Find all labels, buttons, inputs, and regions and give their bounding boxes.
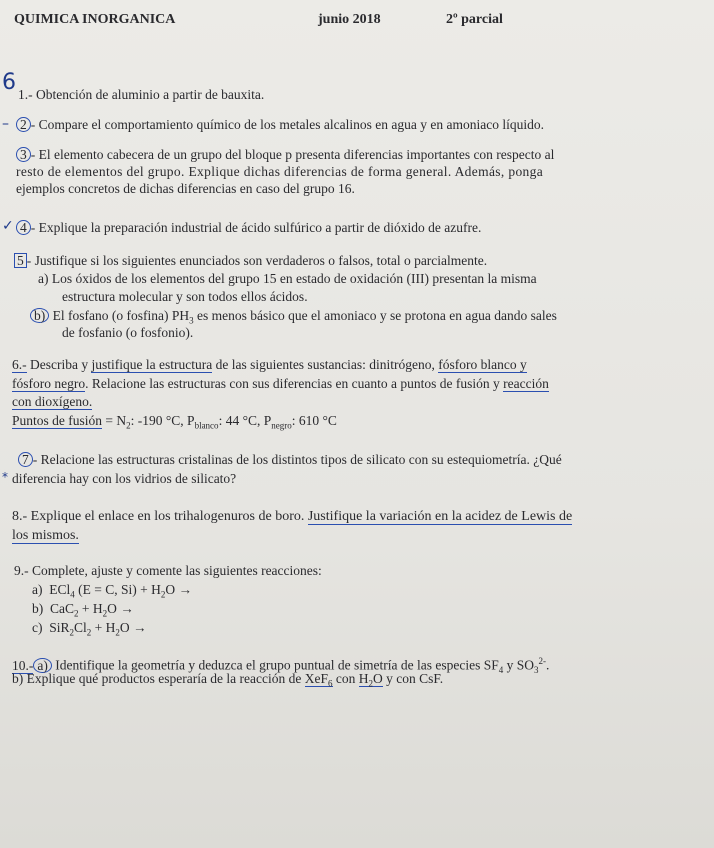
question-5b-text-a: El fosfano (o fosfina) PH	[52, 308, 190, 323]
q9a-pre: ECl	[49, 582, 71, 597]
q9c-mid1: Cl	[74, 620, 87, 635]
question-10-line-2	[12, 671, 443, 692]
question-8-line-2	[12, 528, 79, 544]
question-5-text: - Justifique si los siguientes enunciados son verdaderos o falsos, total o parcialmente.	[26, 253, 488, 268]
q10-h2o-o: O	[373, 671, 383, 686]
mp-n2-label: = N	[102, 413, 127, 428]
q9c-post: O →	[119, 620, 147, 635]
question-5b-text-b: es menos básico que el amoniaco y se protona en agua dando sales	[193, 308, 557, 323]
q9b-post: O →	[107, 601, 134, 616]
q10-sf4-sub: 4	[498, 665, 504, 676]
question-8-underlined: Justifique la variación en la acidez de Lewis de	[307, 509, 573, 524]
q10-h2o-sub: 2	[368, 678, 373, 689]
question-3-line-2: resto de elementos del grupo. Explique dichas diferencias de forma general. Además, ponga	[16, 164, 544, 179]
q9b-label: b)	[32, 601, 44, 616]
question-6-underlined-d: reacción	[503, 376, 549, 391]
q9b-sub2: 2	[102, 608, 108, 619]
mp-n2-sub: 2	[126, 420, 131, 431]
question-4-number: 4	[16, 220, 31, 235]
question-1: 1.- Obtención de aluminio a partir de bauxita.	[18, 87, 265, 102]
q9c-pre: SiR	[49, 620, 70, 635]
q9c-mid2: + H	[91, 620, 116, 635]
question-6-underlined-f: Puntos de fusión	[12, 413, 103, 428]
pen-check-mark: ✓	[2, 218, 14, 234]
question-7-line-1	[18, 452, 562, 468]
question-5a-line-2: estructura molecular y son todos ellos ácidos.	[62, 289, 308, 304]
q9a-sub2: 2	[160, 589, 166, 600]
question-5-number: 5	[14, 253, 27, 268]
question-8-text-a: 8.- Explique el enlace en los trihalogenuros de boro.	[12, 509, 308, 524]
q10-so3-sub: 3	[534, 665, 539, 676]
q9c-sub1: 2	[69, 627, 75, 638]
question-8-line-1	[12, 509, 572, 525]
q10-period: .	[546, 657, 550, 673]
q10-and-so3: y SO	[503, 657, 534, 673]
question-2	[16, 117, 544, 133]
exam-date: junio 2018	[318, 12, 381, 27]
question-9-title: 9.- Complete, ajuste y comente las siguientes reacciones:	[14, 563, 322, 578]
mp-black-sub: negro	[271, 420, 292, 431]
q9b-mid: + H	[78, 601, 103, 616]
q10-xef6: XeF	[304, 671, 328, 686]
q10-h2o-h: H	[358, 671, 369, 686]
question-5b-label: b)	[30, 308, 49, 323]
q10-con: con	[332, 671, 359, 686]
question-10b-text: b) Explique qué productos esperaría de la reacción de	[12, 671, 305, 686]
question-6-line-2	[12, 376, 549, 392]
q9a-sub1: 4	[70, 589, 75, 600]
mp-white-sub: blanco	[194, 420, 219, 431]
q9a-label: a)	[32, 582, 43, 597]
question-6-text-a: Describa y	[26, 357, 92, 372]
question-9c	[32, 620, 147, 641]
q9a-mid: (E = C, Si) + H	[74, 582, 161, 597]
question-3-line-3: ejemplos concretos de dichas diferencias en caso del grupo 16.	[16, 181, 355, 196]
question-10a-label: a)	[33, 658, 52, 673]
q9c-label: c)	[32, 620, 43, 635]
course-title: QUIMICA INORGANICA	[14, 12, 176, 27]
question-3-number: 3	[16, 147, 31, 162]
question-10a-text: Identifique la geometría y deduzca el grupo puntual de simetría de las especies SF	[51, 657, 499, 673]
mp-black-value: : 610 °C	[291, 413, 337, 428]
question-2-text: - Compare el comportamiento químico de los metales alcalinos en agua y en amoniaco líquido.	[30, 117, 544, 132]
question-5b-sub: 3	[189, 315, 194, 326]
question-7-number: 7	[18, 452, 33, 467]
question-6-underlined-e: con dioxígeno.	[12, 394, 93, 409]
question-8-underlined-b: los mismos.	[12, 528, 79, 543]
q9b-sub1: 2	[74, 608, 79, 619]
question-7-text: - Relacione las estructuras cristalinas de los distintos tipos de silicato con su estequiometría. ¿Qué	[32, 452, 562, 467]
question-6-line-3	[12, 394, 92, 410]
question-5b-line-2: de fosfanio (o fosfonio).	[62, 325, 194, 340]
question-6-underlined-c: fósforo negro	[12, 376, 86, 391]
question-10-number: 10.-	[12, 657, 34, 673]
q9c-sub3: 2	[115, 627, 120, 638]
question-5	[14, 253, 487, 269]
pen-dash-mark: –	[2, 116, 9, 132]
q9c-sub2: 2	[86, 627, 92, 638]
question-9b	[32, 601, 134, 622]
question-6-text-c: . Relacione las estructuras con sus diferencias en cuanto a puntos de fusión y	[85, 376, 504, 391]
question-5a-line-1: a) Los óxidos de los elementos del grupo 15 en estado de oxidación (III) presentan la misma	[38, 271, 537, 286]
q10-xef6-sub: 6	[328, 678, 333, 689]
question-7-line-2: diferencia hay con los vidrios de silicato?	[12, 471, 237, 486]
question-6-number: 6.-	[12, 357, 27, 372]
mp-white-value: : 44 °C, P	[218, 413, 272, 428]
mp-n2-value: : -190 °C, P	[130, 413, 195, 428]
question-6-melting-points	[12, 413, 337, 434]
q10-so3-charge: 2-	[538, 656, 546, 666]
question-3-line-1	[16, 147, 554, 163]
q10-end: y con CsF.	[382, 671, 444, 686]
q9b-pre: CaC	[50, 601, 75, 616]
question-6-text-b: de las siguientes sustancias: dinitrógeno,	[212, 357, 439, 372]
pen-star-mark: *	[2, 470, 8, 484]
question-6-underlined-a: justifique la estructura	[91, 357, 213, 372]
q9a-post: O →	[165, 582, 192, 597]
exam-type: 2º parcial	[446, 12, 503, 27]
question-6-line-1	[12, 357, 527, 373]
question-4-text: - Explique la preparación industrial de ácido sulfúrico a partir de dióxido de azufre.	[30, 220, 482, 235]
question-3-text-1: - El elemento cabecera de un grupo del bloque p presenta diferencias importantes con respecto al	[30, 147, 555, 162]
question-6-underlined-b: fósforo blanco y	[438, 357, 527, 372]
question-2-number: 2	[16, 117, 31, 132]
question-4	[16, 220, 481, 236]
margin-score-mark: 6	[2, 70, 16, 95]
question-9a	[32, 582, 192, 603]
